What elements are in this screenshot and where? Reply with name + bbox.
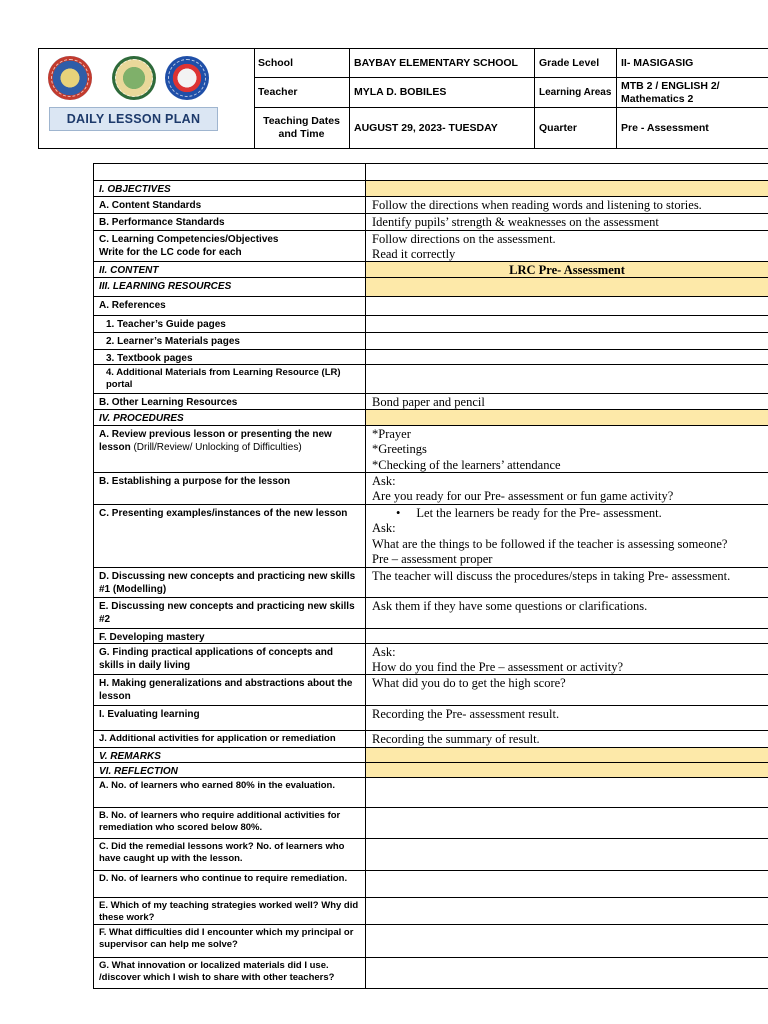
row-value (366, 231, 768, 262)
row-label: A. Content Standards (93, 197, 366, 214)
section-row-content (93, 262, 768, 278)
row-value (366, 505, 768, 568)
row-label: C. Did the remedial lessons work? No. of learners who have caught up with the lesson. (93, 839, 366, 871)
table-row (93, 333, 768, 350)
school-label: School (258, 56, 294, 69)
table-cell (366, 365, 768, 394)
table-cell (366, 763, 768, 778)
header-table (38, 48, 768, 149)
value-a2: *Greetings (372, 442, 427, 457)
table-cell (366, 316, 768, 333)
section-row-resources (93, 278, 768, 297)
value-c3: What are the things to be followed if the teacher is assessing someone? (372, 536, 728, 551)
table-cell (366, 871, 768, 898)
row-value: Recording the Pre- assessment result. (366, 706, 768, 731)
lc-label-1: C. Learning Competencies/Objectives (99, 234, 279, 245)
table-header-row (93, 163, 768, 181)
table-row (93, 778, 768, 808)
row-label: C. Presenting examples/instances of the new lesson (93, 505, 366, 568)
value-b2: Are you ready for our Pre- assessment or fun game activity? (372, 489, 674, 504)
table-row (93, 871, 768, 898)
value-g1: Ask: (372, 645, 396, 659)
row-label: B. Establishing a purpose for the lesson (93, 473, 366, 505)
row-value (366, 473, 768, 505)
header-grid (254, 49, 768, 148)
table-row (93, 426, 768, 473)
row-value: Identify pupils’ strength & weaknesses on the assessment (366, 214, 768, 231)
school-value: BAYBAY ELEMENTARY SCHOOL (349, 49, 534, 77)
row-label: E. Which of my teaching strategies worked well? Why did these work? (93, 898, 366, 925)
row-value: Bond paper and pencil (366, 394, 768, 410)
value-g2: How do you find the Pre – assessment or activity? (372, 660, 623, 675)
table-cell (366, 181, 768, 197)
table-cell (366, 958, 768, 989)
table-row (93, 197, 768, 214)
table-cell (366, 629, 768, 644)
section-row-objectives (93, 181, 768, 197)
table-cell (366, 748, 768, 763)
row-value (366, 426, 768, 473)
section-heading: V. REMARKS (93, 748, 366, 763)
row-label: 2. Learner’s Materials pages (93, 333, 366, 350)
table-row (93, 394, 768, 410)
section-row-remarks (93, 748, 768, 763)
value-c4: Pre – assessment proper (372, 551, 493, 566)
table-row (93, 297, 768, 316)
row-label: F. Developing mastery (93, 629, 366, 644)
table-row (93, 505, 768, 568)
section-row-procedures (93, 410, 768, 426)
table-row (93, 898, 768, 925)
lc-value-2: Read it correctly (372, 247, 456, 262)
section-heading: III. LEARNING RESOURCES (93, 278, 366, 297)
table-cell (366, 778, 768, 808)
table-cell (366, 898, 768, 925)
dates-value: AUGUST 29, 2023- TUESDAY (349, 107, 534, 148)
row-value: Ask them if they have some questions or clarifications. (366, 598, 768, 629)
section-heading: II. CONTENT (93, 262, 366, 278)
table-cell (366, 278, 768, 297)
row-label: D. No. of learners who continue to require remediation. (93, 871, 366, 898)
grade-label: Grade Level (534, 49, 616, 77)
row-label: D. Discussing new concepts and practicing new skills #1 (Modelling) (93, 568, 366, 598)
table-cell (366, 350, 768, 365)
row-label: F. What difficulties did I encounter which my principal or supervisor can help me solve? (93, 925, 366, 958)
quarter-label: Quarter (534, 107, 616, 148)
table-cell (366, 925, 768, 958)
table-row (93, 839, 768, 871)
logo-area (39, 49, 255, 148)
areas-label: Learning Areas (534, 77, 616, 107)
table-row (93, 598, 768, 629)
section-heading: IV. PROCEDURES (93, 410, 366, 426)
daily-lesson-plan-badge: DAILY LESSON PLAN (49, 107, 218, 131)
row-label: 1. Teacher’s Guide pages (93, 316, 366, 333)
table-row (93, 808, 768, 839)
row-value: What did you do to get the high score? (366, 675, 768, 706)
row-label: 3. Textbook pages (93, 350, 366, 365)
school-seal-icon (165, 56, 209, 100)
division-seal-icon (112, 56, 156, 100)
value-a3: *Checking of the learners’ attendance (372, 457, 561, 472)
table-row (93, 675, 768, 706)
table-row (93, 473, 768, 505)
row-label: I. Evaluating learning (93, 706, 366, 731)
teacher-label: Teacher (254, 77, 349, 107)
row-value: Follow the directions when reading words and listening to stories. (366, 197, 768, 214)
table-cell (366, 839, 768, 871)
table-cell (366, 163, 768, 181)
table-row (93, 731, 768, 748)
row-label: E. Discussing new concepts and practicing new skills #2 (93, 598, 366, 629)
row-label: B. Other Learning Resources (93, 394, 366, 410)
table-row (93, 316, 768, 333)
row-value: The teacher will discuss the procedures/steps in taking Pre- assessment. (366, 568, 768, 598)
table-cell (93, 163, 366, 181)
row-label: B. No. of learners who require additional activities for remediation who scored below 80%. (93, 808, 366, 839)
row-label: 4. Additional Materials from Learning Resource (LR) portal (93, 365, 366, 394)
row-label (93, 426, 366, 473)
teacher-value: MYLA D. BOBILES (349, 77, 534, 107)
table-row (93, 925, 768, 958)
deped-seal-icon (48, 56, 92, 100)
table-cell (366, 333, 768, 350)
section-heading: I. OBJECTIVES (93, 181, 366, 197)
row-label: J. Additional activities for application or remediation (93, 731, 366, 748)
table-row (93, 629, 768, 644)
row-label: A. References (93, 297, 366, 316)
row-label: H. Making generalizations and abstractions about the lesson (93, 675, 366, 706)
table-row (93, 644, 768, 675)
quarter-value: Pre - Assessment (616, 107, 768, 148)
table-row (93, 568, 768, 598)
row-label: G. Finding practical applications of concepts and skills in daily living (93, 644, 366, 675)
section-heading: VI. REFLECTION (93, 763, 366, 778)
row-value: Recording the summary of result. (366, 731, 768, 748)
dates-label: Teaching Dates and Time (254, 107, 349, 148)
content-value: LRC Pre- Assessment (366, 262, 768, 278)
value-c1: • Let the learners be ready for the Pre- assessment. (372, 506, 762, 521)
grade-value: II- MASIGASIG (616, 49, 768, 77)
label-a: A. Review previous lesson or presenting the new lesson (99, 429, 332, 453)
table-row (93, 706, 768, 731)
table-row (93, 214, 768, 231)
row-label: B. Performance Standards (93, 214, 366, 231)
row-label (93, 231, 366, 262)
lc-value-1: Follow directions on the assessment. (372, 232, 556, 246)
table-row (93, 350, 768, 365)
table-row (93, 958, 768, 989)
areas-value: MTB 2 / ENGLISH 2/ Mathematics 2 (616, 77, 768, 107)
table-row (93, 231, 768, 262)
value-b1: Ask: (372, 474, 396, 488)
section-row-reflection (93, 763, 768, 778)
table-cell (366, 808, 768, 839)
value-c2: Ask: (372, 521, 396, 536)
row-label: G. What innovation or localized materials did I use. /discover which I wish to share with other teachers? (93, 958, 366, 989)
row-label: A. No. of learners who earned 80% in the evaluation. (93, 778, 366, 808)
table-cell (366, 297, 768, 316)
lc-label-2: Write for the LC code for each (99, 247, 242, 258)
table-row (93, 365, 768, 394)
value-a1: *Prayer (372, 427, 411, 441)
label-a-paren: (Drill/Review/ Unlocking of Difficulties) (133, 442, 302, 453)
table-cell (366, 410, 768, 426)
row-value (366, 644, 768, 675)
